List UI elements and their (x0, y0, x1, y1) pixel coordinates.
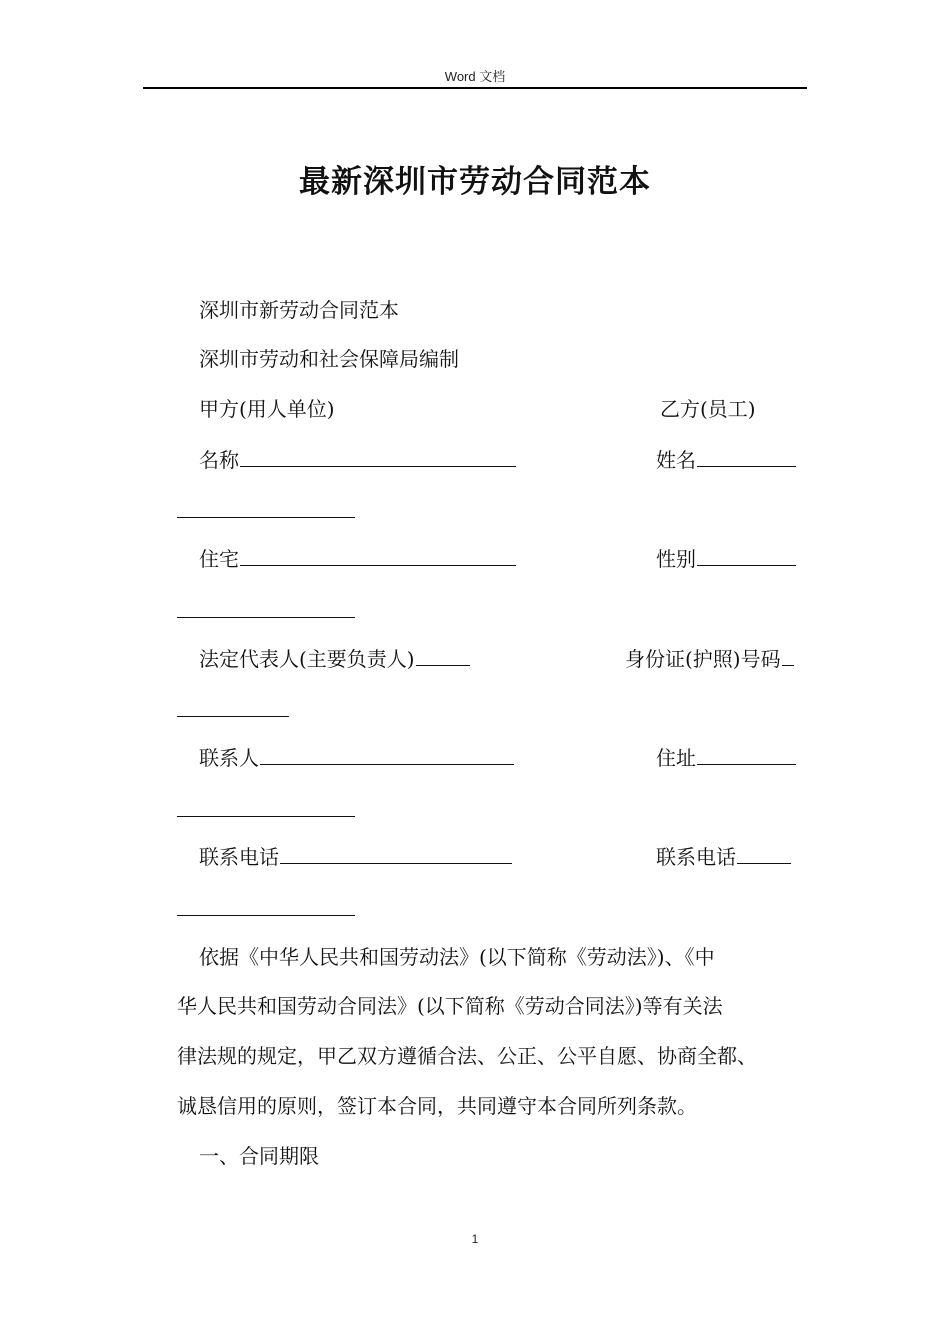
blank-line-continuation (177, 517, 355, 518)
blank-line (737, 843, 791, 864)
blank-line (697, 744, 796, 765)
field-b-address (656, 744, 796, 772)
body-paragraph-line-3: 律法规的规定，甲乙双方遵循合法、公正、公平自愿、协商全都、 (177, 1044, 757, 1068)
field-label: 住宅 (199, 547, 239, 571)
field-label: 联系人 (199, 746, 259, 770)
blank-line (782, 645, 794, 666)
field-b-id-number (625, 645, 794, 673)
blank-line-continuation (177, 816, 355, 817)
field-label: 法定代表人(主要负责人) (199, 647, 415, 671)
intro-line-2: 深圳市劳动和社会保障局编制 (199, 347, 459, 371)
blank-line (697, 545, 796, 566)
field-label: 身份证(护照)号码 (625, 647, 781, 671)
party-b-heading: 乙方(员工) (660, 397, 756, 421)
document-title: 最新深圳市劳动合同范本 (299, 164, 651, 200)
field-label: 名称 (199, 448, 239, 472)
blank-line-continuation (177, 716, 289, 717)
body-paragraph-line-4: 诚恳信用的原则，签订本合同，共同遵守本合同所列条款。 (177, 1094, 697, 1118)
section-heading-contract-term: 一、合同期限 (199, 1144, 319, 1168)
field-b-name (656, 446, 796, 474)
blank-line (697, 446, 796, 467)
field-a-name (199, 446, 516, 474)
blank-line (416, 645, 470, 666)
party-a-heading: 甲方(用人单位) (199, 397, 335, 421)
field-b-phone (656, 843, 791, 871)
header-divider (143, 87, 807, 89)
field-label: 姓名 (656, 448, 696, 472)
field-label: 住址 (656, 746, 696, 770)
field-label: 联系电话 (656, 845, 736, 869)
field-a-phone (199, 843, 512, 871)
field-a-contact-person (199, 744, 514, 772)
blank-line-continuation (177, 617, 355, 618)
blank-line (240, 446, 516, 467)
blank-line (280, 843, 512, 864)
field-a-residence (199, 545, 516, 573)
field-label: 联系电话 (199, 845, 279, 869)
blank-line-continuation (177, 915, 355, 916)
field-label: 性别 (656, 547, 696, 571)
field-b-gender (656, 545, 796, 573)
body-paragraph-line-2: 华人民共和国劳动合同法》(以下简称《劳动合同法》)等有关法 (177, 994, 723, 1018)
field-a-legal-rep (199, 645, 470, 673)
intro-line-1: 深圳市新劳动合同范本 (199, 298, 399, 322)
blank-line (260, 744, 514, 765)
page-number: 1 (471, 1232, 479, 1246)
blank-line (240, 545, 516, 566)
body-paragraph-line-1: 依据《中华人民共和国劳动法》(以下简称《劳动法》)、《中 (199, 945, 715, 969)
page-header: Word 文档 (444, 69, 506, 84)
